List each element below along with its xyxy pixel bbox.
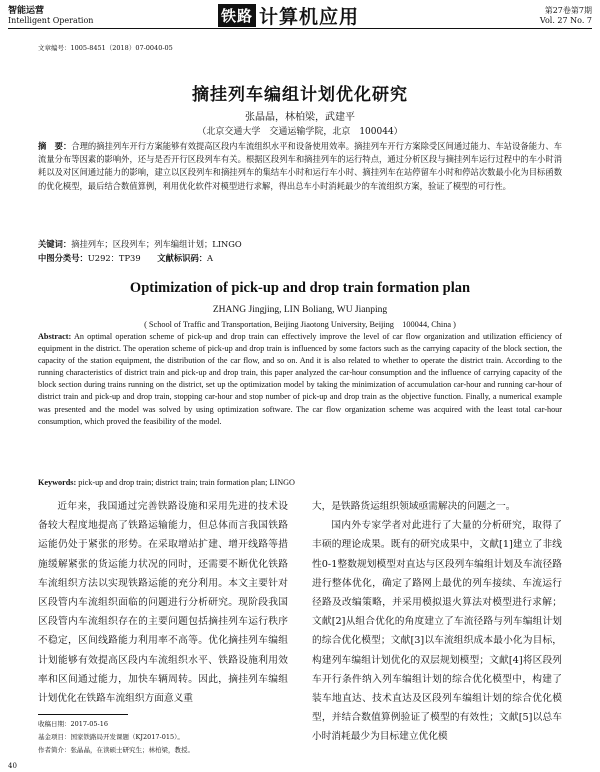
journal-section <box>8 6 93 26</box>
journal-logo <box>218 4 359 26</box>
footnote-author: 作者简介：张晶晶，在读硕士研究生；林柏梁，教授。 <box>38 746 194 754</box>
en-abstract <box>38 331 562 428</box>
en-authors: ZHANG Jingjing, LIN Boliang, WU Jianping <box>212 305 388 315</box>
logo-text: 计算机应用 <box>259 5 360 28</box>
cn-abstract-text: 合理的摘挂列车开行方案能够有效提高区段内车流组织水平和设备使用效率。摘挂列车开行方案除受区间通过能力、车站设备能力、车流量分布等因素的影响外，还与是否开行区段列车有关。根据区段列车和摘挂列车的运行特点，通过分析区段与摘挂列车运行过程中的车小时消耗以及对区间通过能力的影响，建立以区段列车和摘挂列车的集结车小时和运行车小时、摘挂列车在站停留车小时和停站次数最小化为目标函数的优化模型，最后结合数值算例，利用优化软件对模型进行求解，得出总车小时消耗最少的车流组织方案，验证了模型的可行性。 <box>38 141 562 191</box>
body-right-column <box>312 497 562 747</box>
journal-volume <box>540 6 592 26</box>
cn-classification <box>38 252 562 264</box>
section-en: Intelligent Operation <box>8 16 94 25</box>
cn-keywords <box>38 238 562 250</box>
section-cn: 智能运营 <box>8 6 45 16</box>
body-paragraph: 国内外专家学者对此进行了大量的分析研究，取得了丰硕的理论成果。既有的研究成果中，文献[1]建立了非线性0-1整数规划模型对直达与区段列车编组计划及车流径路进行整体优化，确定了路网上最优的列车接续、车流运行径路及改编策略，并采用模拟退火算法对模型进行求解；文献[2]从组合优化的角度建立了车流径路与列车编组计划的综合优化模型；文献[3]以车流组织成本最小化为目标，构建列车编组计划优化的双层规划模型；文献[4]将区段列车开行条件纳入列车编组计划的综合优化模型中，构建了装车地直达、技术直达及区段列车编组计划的综合优化模型，并结合数值算例验证了模型的有效性；文献[5]以总车小时消耗最少为目标建立优化模 <box>312 520 562 743</box>
cn-affiliation: （北京交通大学 交通运输学院，北京 100044） <box>197 127 403 137</box>
body-paragraph: 近年来，我国通过完善铁路设施和采用先进的技术设备较大程度地提高了铁路运输能力，但总体而言我国铁路运能仍处于紧张的形势。在采取增站扩建、增开线路等措施缓解紧张的货运能力状况的同时，还需要不断优化铁路车流组织方法以实现铁路运能的充分利用。本文主要针对区段管内车流组织面临的问题进行分析研究。现阶段我国区段管内车流组织存在的主要问题包括摘挂列车运行秩序不稳定，区间线路能力利用率不高等。优化摘挂列车编组计划能够有效提高区段内车流组织水平、铁路设施利用效率和区间通过能力，加快车辆周转。因此，摘挂列车编组计划优化在铁路车流组织方面意义重 <box>38 501 288 705</box>
cn-abstract-label: 摘 要： <box>38 141 72 151</box>
body-paragraph: 大，是铁路货运组织领域亟需解决的问题之一。 <box>312 501 516 512</box>
volume-en: Vol. 27 No. 7 <box>539 16 592 25</box>
header-rule <box>8 28 592 29</box>
doc-code-value: A <box>207 253 214 263</box>
article-number: 文章编号：1005-8451（2018）07-0040-05 <box>38 44 173 52</box>
en-keywords-label: Keywords: <box>38 478 77 487</box>
cn-abstract <box>38 140 562 193</box>
cls-value: U292：TP39 <box>87 253 141 263</box>
en-keywords <box>38 477 562 489</box>
page-header <box>0 0 600 34</box>
footnote <box>38 718 298 757</box>
volume-cn: 第27卷第7期 <box>544 6 592 15</box>
cn-keywords-text: 摘挂列车；区段列车；列车编组计划；LINGO <box>71 239 242 249</box>
doc-code-label: 文献标识码： <box>157 253 208 263</box>
cn-authors: 张晶晶，林柏梁，武建平 <box>245 112 355 123</box>
body-left-column <box>38 497 288 705</box>
page-number: 40 <box>8 762 17 770</box>
en-title: Optimization of pick-up and drop train formation plan <box>129 280 471 296</box>
en-abstract-label: Abstract: <box>38 332 72 341</box>
en-affiliation: ( School of Traffic and Transportation, Beijing Jiaotong University, Beijing 100044, China ) <box>144 320 456 329</box>
footnote-fund: 基金项目：国家铁路局开发课题（KJ2017-015）。 <box>38 733 184 741</box>
footnote-received: 收稿日期：2017-05-16 <box>38 720 108 728</box>
en-abstract-text: An optimal operation scheme of pick-up and drop train can effectively improve the level of car flow organization and utilization efficiency of equipment in the district. The operation scheme of pick-up and drop train is influenced by some factors such as the carrying capacity of the block section, the capacity of the station equipment, the distribution of the car flow, and so on. And it is also related to whether to operate the district train. According to the running characteristics of district train and pick-up and drop train, this paper analyzed the car-hour consumption and the influence of carrying capacity of the block section during trains running on the district, set up the optimization model by taking the minimization of accumulation car-hour and running car-hour of district train and pick-up and drop train, stopping car-hour and stop number of pick-up and drop train as the objective function. Finally, a numerical example was presented and the model was solved by using optimization software. The car flow organization scheme was acquired with the least total car-hour consumption, which proved the feasibility of the model. <box>38 332 562 426</box>
cls-label: 中图分类号： <box>38 253 88 263</box>
cn-title: 摘挂列车编组计划优化研究 <box>192 85 408 105</box>
logo-box: 铁路 <box>218 4 256 27</box>
en-keywords-text: pick-up and drop train; district train; train formation plan; LINGO <box>78 478 295 487</box>
cn-keywords-label: 关键词： <box>38 239 72 249</box>
footnote-rule <box>38 714 128 715</box>
